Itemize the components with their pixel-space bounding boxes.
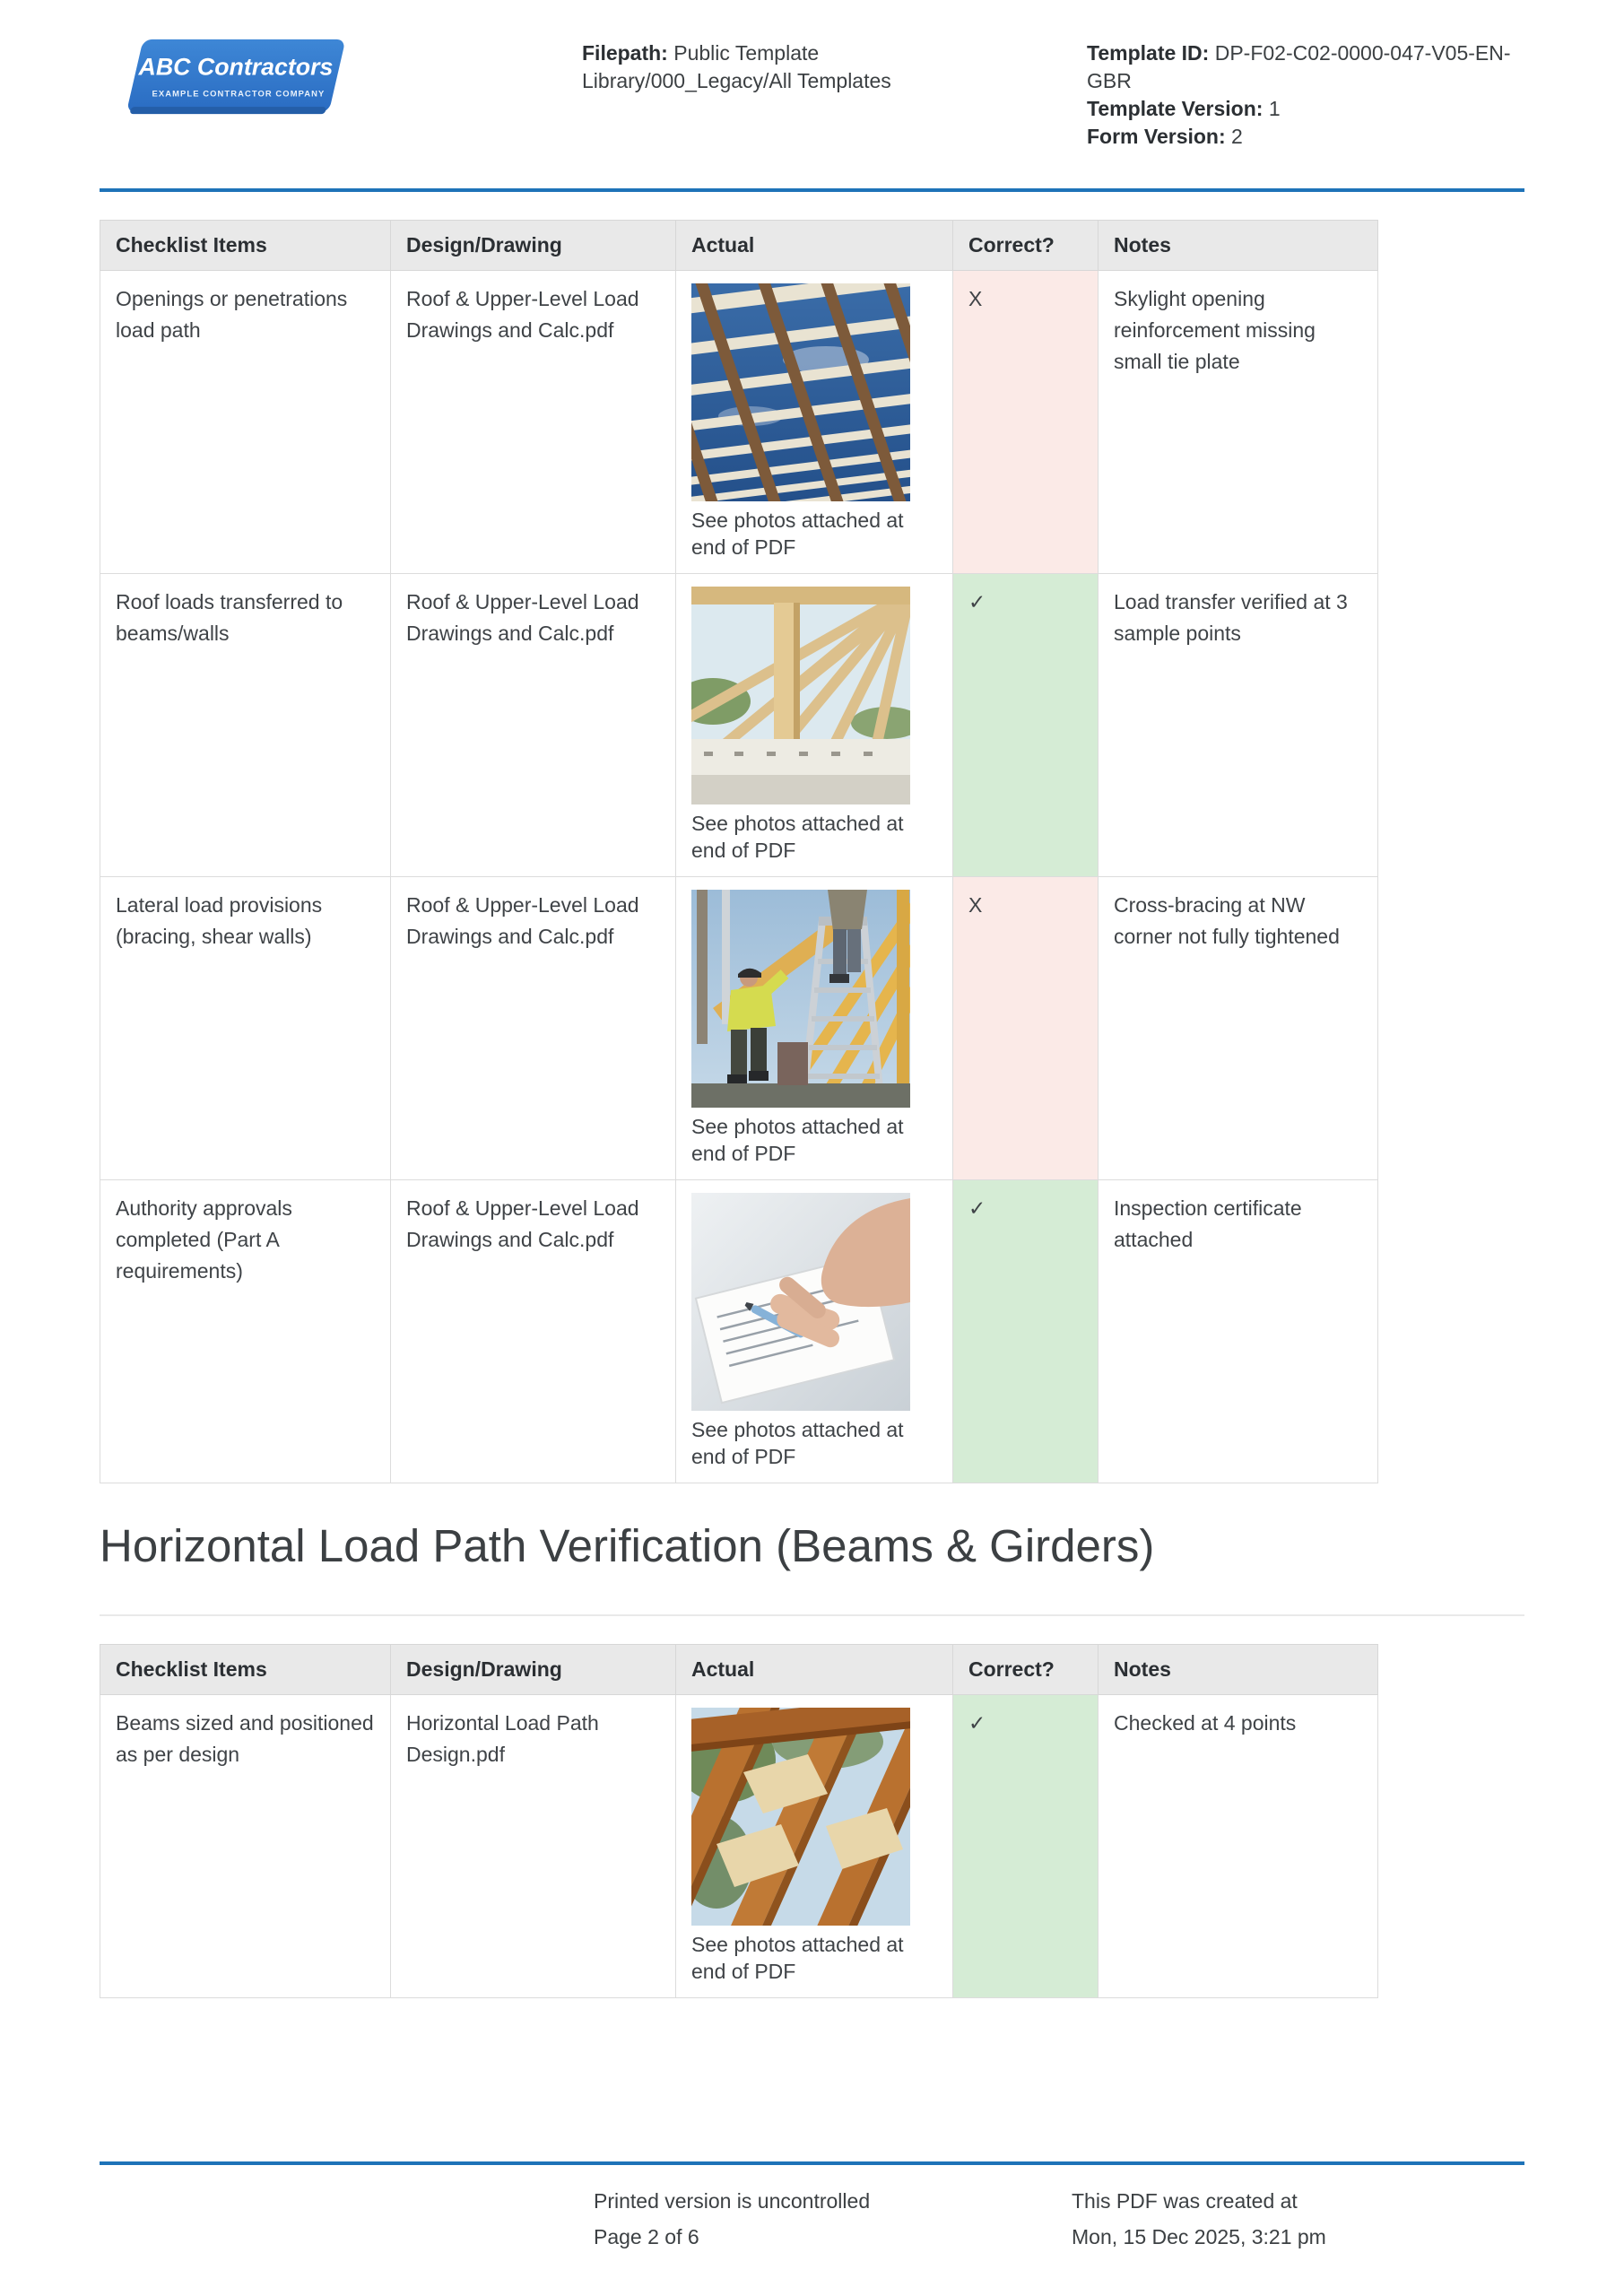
photo-caption: See photos attached at end of PDF [691, 1115, 904, 1165]
cell-actual [676, 271, 953, 574]
company-logo [100, 30, 369, 124]
footer-left-block [594, 2183, 979, 2255]
pdf-created-timestamp: Mon, 15 Dec 2025, 3:21 pm [1072, 2225, 1326, 2248]
uncontrolled-notice: Printed version is uncontrolled [594, 2189, 871, 2213]
cell-notes: Checked at 4 points [1099, 1695, 1378, 1998]
table-header-row [100, 1645, 1378, 1695]
col-notes: Notes [1099, 1645, 1378, 1695]
col-correct: Correct? [953, 1645, 1099, 1695]
col-checklist-items: Checklist Items [100, 221, 391, 271]
form-version-value: 2 [1231, 125, 1243, 148]
photo-hand-signing-document [691, 1193, 910, 1411]
template-id-label: Template ID: [1087, 41, 1210, 65]
photo-caption: See photos attached at end of PDF [691, 509, 904, 559]
col-design-drawing: Design/Drawing [391, 221, 676, 271]
cell-correct-mark [953, 271, 1099, 574]
photo-beam-framing-closeup [691, 1708, 910, 1926]
cell-correct-mark [953, 1695, 1099, 1998]
photo-caption: See photos attached at end of PDF [691, 1933, 904, 1983]
form-version-label: Form Version: [1087, 125, 1226, 148]
template-version-row [1087, 95, 1524, 123]
cell-notes: Load transfer verified at 3 sample points [1099, 574, 1378, 877]
table-row [100, 1695, 1378, 1998]
cell-checklist-item: Beams sized and positioned as per design [100, 1695, 391, 1998]
pdf-created-label: This PDF was created at [1072, 2189, 1298, 2213]
table-row [100, 1180, 1378, 1483]
cell-notes: Inspection certificate attached [1099, 1180, 1378, 1483]
page-number: Page 2 of 6 [594, 2225, 699, 2248]
checklist-table-horizontal-load [100, 1644, 1378, 1998]
col-notes: Notes [1099, 221, 1378, 271]
table-row [100, 574, 1378, 877]
col-actual: Actual [676, 221, 953, 271]
footer-divider [100, 2161, 1524, 2165]
checklist-table-roof [100, 220, 1378, 1483]
cell-checklist-item: Authority approvals completed (Part A requirements) [100, 1180, 391, 1483]
cell-actual [676, 574, 953, 877]
cell-design-drawing: Horizontal Load Path Design.pdf [391, 1695, 676, 1998]
cell-design-drawing: Roof & Upper-Level Load Drawings and Calc.pdf [391, 574, 676, 877]
filepath-block [582, 39, 1008, 95]
col-correct: Correct? [953, 221, 1099, 271]
template-id-value: DP-F02-C02-0000-047-V05-EN-GBR [1087, 41, 1511, 92]
template-id-row [1087, 39, 1524, 95]
cell-correct-mark [953, 1180, 1099, 1483]
check-mark: ✓ [968, 1711, 986, 1735]
document-header [100, 0, 1524, 151]
table-row [100, 877, 1378, 1180]
footer-right-block [1072, 2183, 1524, 2255]
photo-caption: See photos attached at end of PDF [691, 1418, 904, 1468]
cell-notes: Skylight opening reinforcement missing small tie plate [1099, 271, 1378, 574]
filepath-value: Public Template Library/000_Legacy/All Templates [582, 41, 891, 92]
cell-notes: Cross-bracing at NW corner not fully tightened [1099, 877, 1378, 1180]
template-version-label: Template Version: [1087, 97, 1264, 120]
section-title: Horizontal Load Path Verification (Beams & Girders) [100, 1520, 1155, 1571]
logo-title: ABC Contractors [138, 53, 334, 81]
check-mark: ✓ [968, 1196, 986, 1220]
fail-mark: X [968, 287, 983, 310]
col-checklist-items: Checklist Items [100, 1645, 391, 1695]
cell-design-drawing: Roof & Upper-Level Load Drawings and Calc.pdf [391, 271, 676, 574]
header-divider [100, 188, 1524, 192]
photo-roof-lattice-against-sky [691, 283, 910, 501]
table-header-row [100, 221, 1378, 271]
logo-subtitle: EXAMPLE CONTRACTOR COMPANY [152, 88, 326, 99]
cell-design-drawing: Roof & Upper-Level Load Drawings and Calc.pdf [391, 1180, 676, 1483]
form-version-row [1087, 123, 1524, 151]
cell-checklist-item: Openings or penetrations load path [100, 271, 391, 574]
fail-mark: X [968, 893, 983, 917]
col-actual: Actual [676, 1645, 953, 1695]
cell-actual [676, 1695, 953, 1998]
template-meta-block [1087, 39, 1524, 151]
cell-actual [676, 1180, 953, 1483]
cell-checklist-item: Lateral load provisions (bracing, shear walls) [100, 877, 391, 1180]
check-mark: ✓ [968, 590, 986, 613]
filepath-label: Filepath: [582, 41, 668, 65]
table-row [100, 271, 1378, 574]
photo-caption: See photos attached at end of PDF [691, 812, 904, 862]
cell-checklist-item: Roof loads transferred to beams/walls [100, 574, 391, 877]
document-footer [100, 2161, 1524, 2255]
cell-correct-mark [953, 877, 1099, 1180]
cell-actual [676, 877, 953, 1180]
photo-roof-truss-interior [691, 587, 910, 804]
section-divider [100, 1614, 1524, 1616]
col-design-drawing: Design/Drawing [391, 1645, 676, 1695]
template-version-value: 1 [1268, 97, 1281, 120]
cell-correct-mark [953, 574, 1099, 877]
cell-design-drawing: Roof & Upper-Level Load Drawings and Calc.pdf [391, 877, 676, 1180]
photo-workers-on-ladder-framing [691, 890, 910, 1108]
